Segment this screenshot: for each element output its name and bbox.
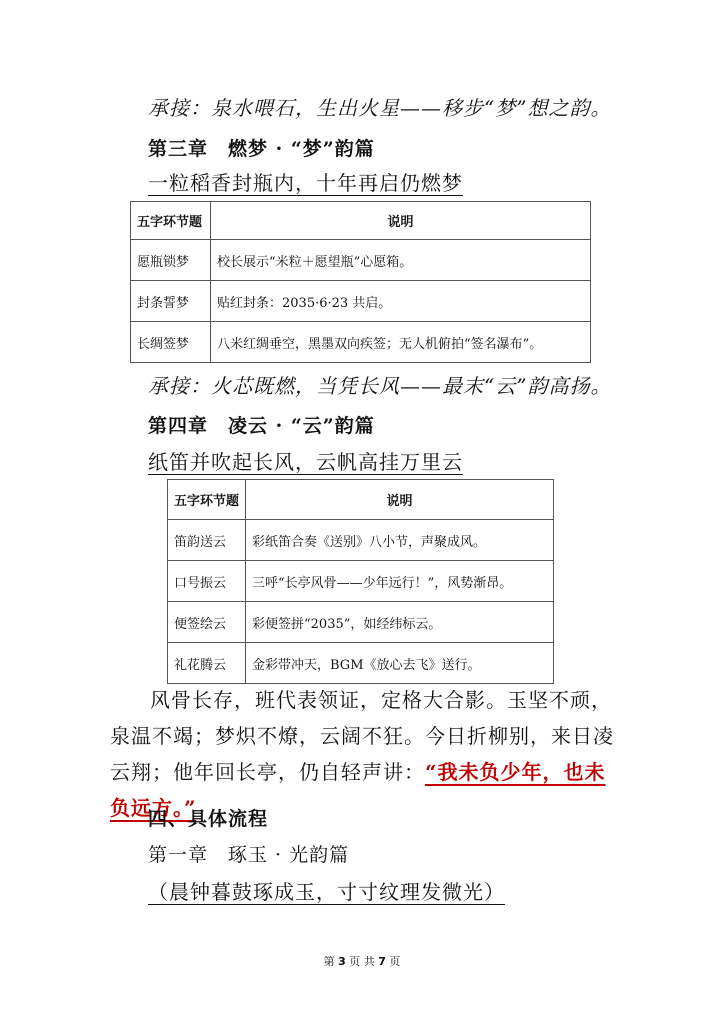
footer-prefix: 第 bbox=[323, 955, 335, 968]
table-cell: 封条誓梦 bbox=[131, 281, 211, 322]
table-chapter-3 bbox=[130, 201, 591, 363]
chapter-3-subtitle: 一粒稻香封瓶内，十年再启仍燃梦 bbox=[148, 171, 463, 195]
closing-text: 风骨长存，班代表领证，定格大合影。玉坚不顽，泉温不竭；梦炽不燎，云阔不狂。今日折柳别，来日凌云翔；他年回长亭，仍自轻声讲： bbox=[110, 688, 614, 784]
table-cell: 礼花腾云 bbox=[168, 643, 246, 684]
table-cell: 校长展示“米粒＋愿望瓶”心愿箱。 bbox=[211, 240, 591, 281]
table-header-cell: 五字环节题 bbox=[131, 202, 211, 240]
table-cell: 八米红绸垂空，黑墨双向疾签；无人机俯拍“签名瀑布”。 bbox=[211, 322, 591, 363]
footer-middle: 页 共 bbox=[349, 955, 375, 968]
table-row bbox=[168, 602, 554, 643]
table-cell: 彩纸笛合奏《送别》八小节，声聚成风。 bbox=[246, 520, 554, 561]
closing-quote: “我未负少年，也未负远方。” bbox=[110, 760, 606, 820]
table-cell: 三呼“长亭风骨——少年远行！”，风势渐昂。 bbox=[246, 561, 554, 602]
page-footer bbox=[0, 953, 724, 969]
chapter-4-subtitle: 纸笛并吹起长风，云帆高挂万里云 bbox=[148, 450, 463, 474]
table-cell: 彩便签拼“2035”，如经纬标云。 bbox=[246, 602, 554, 643]
page-number: 3 bbox=[338, 955, 346, 968]
footer-suffix: 页 bbox=[389, 955, 401, 968]
table-row bbox=[168, 643, 554, 684]
section-heading: 四、具体流程 bbox=[148, 808, 269, 830]
table-cell: 金彩带冲天，BGM《放心去飞》送行。 bbox=[246, 643, 554, 684]
table-row bbox=[131, 281, 591, 322]
transition-line-2: 承接：火芯既燃，当凭长风——最末“云”韵高扬。 bbox=[148, 374, 612, 398]
table-cell: 长绸签梦 bbox=[131, 322, 211, 363]
table-row bbox=[168, 561, 554, 602]
chapter-4-title: 第四章 凌云 · “云”韵篇 bbox=[148, 415, 375, 437]
table-cell: 口号振云 bbox=[168, 561, 246, 602]
transition-line-1: 承接：泉水喂石，生出火星——移步“梦”想之韵。 bbox=[148, 96, 612, 120]
table-cell: 贴红封条：2035·6·23 共启。 bbox=[211, 281, 591, 322]
chapter-3-title: 第三章 燃梦 · “梦”韵篇 bbox=[148, 138, 375, 160]
table-header-cell: 说明 bbox=[246, 480, 554, 520]
table-chapter-4 bbox=[167, 479, 554, 684]
table-row bbox=[168, 520, 554, 561]
chapter-1-subtitle: （晨钟暮鼓琢成玉，寸寸纹理发微光） bbox=[148, 880, 505, 904]
table-header-cell: 五字环节题 bbox=[168, 480, 246, 520]
table-row bbox=[131, 240, 591, 281]
table-row bbox=[131, 322, 591, 363]
table-cell: 便签绘云 bbox=[168, 602, 246, 643]
table-cell: 愿瓶锁梦 bbox=[131, 240, 211, 281]
chapter-1-title: 第一章 琢玉 · 光韵篇 bbox=[148, 844, 350, 866]
total-pages: 7 bbox=[378, 955, 386, 968]
table-cell: 笛韵送云 bbox=[168, 520, 246, 561]
table-header-cell: 说明 bbox=[211, 202, 591, 240]
